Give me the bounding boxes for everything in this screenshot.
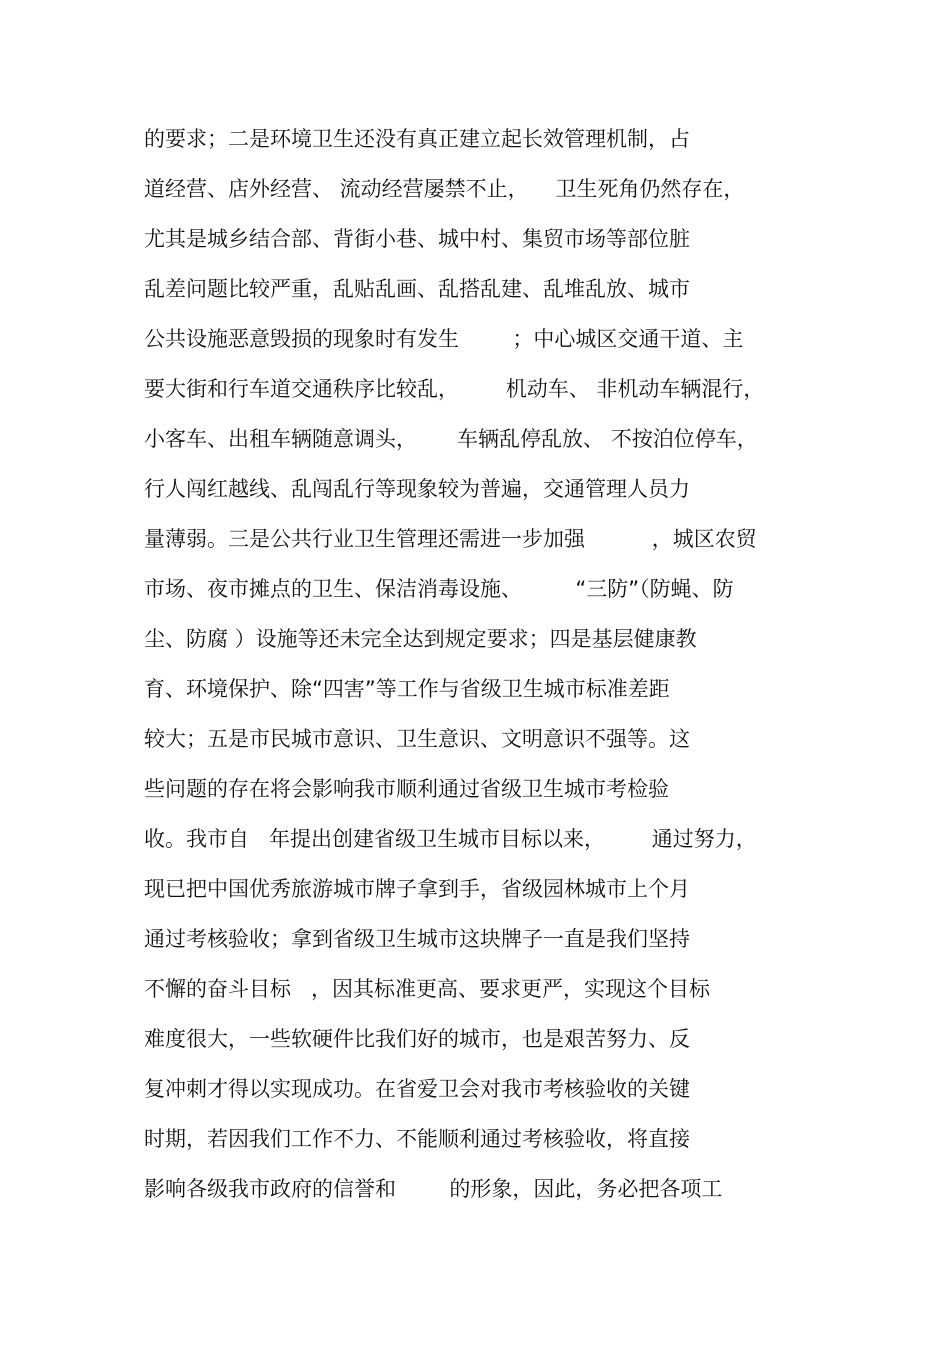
text-line-11: 尘、防腐 ）设施等还未完全达到规定要求；四是基层健康教 [144, 627, 697, 651]
text-line-1: 的要求；二是环境卫生还没有真正建立起长效管理机制，占 [144, 127, 690, 151]
text-line-16: 现已把中国优秀旅游城市牌子拿到手，省级园林城市上个月 [144, 877, 690, 901]
text-line-15: 收。我市自 年提出创建省级卫生城市目标以来， 通过努力， [144, 827, 757, 851]
text-line-8: 行人闯红越线、乱闯乱行等现象较为普遍，交通管理人员力 [144, 477, 690, 501]
text-line-21: 时期，若因我们工作不力、不能顺利通过考核验收，将直接 [144, 1127, 690, 1151]
text-line-6: 要大街和行车道交通秩序比较乱， 机动车、 非机动车辆混行， [144, 377, 765, 401]
text-line-4: 乱差问题比较严重，乱贴乱画、乱搭乱建、乱堆乱放、城市 [144, 277, 690, 301]
text-line-12: 育、环境保护、除“四害”等工作与省级卫生城市标准差距 [144, 677, 670, 701]
text-line-22: 影响各级我市政府的信誉和 的形象，因此，务必把各项工 [144, 1177, 723, 1201]
text-line-9: 量薄弱。三是公共行业卫生管理还需进一步加强 ，城区农贸 [144, 527, 757, 551]
text-line-13: 较大；五是市民城市意识、卫生意识、文明意识不强等。这 [144, 727, 690, 751]
text-line-7: 小客车、出租车辆随意调头， 车辆乱停乱放、 不按泊位停车， [144, 427, 758, 451]
text-line-19: 难度很大，一些软硬件比我们好的城市，也是艰苦努力、反 [144, 1027, 690, 1051]
text-line-20: 复冲刺才得以实现成功。在省爱卫会对我市考核验收的关键 [144, 1077, 690, 1101]
text-line-2: 道经营、店外经营、 流动经营屡禁不止， 卫生死角仍然存在， [144, 177, 745, 201]
text-line-10: 市场、夜市摊点的卫生、保洁消毒设施、 “三防”（防蝇、防 [144, 577, 734, 601]
text-line-14: 些问题的存在将会影响我市顺利通过省级卫生城市考检验 [144, 777, 669, 801]
text-line-17: 通过考核验收；拿到省级卫生城市这块牌子一直是我们坚持 [144, 927, 690, 951]
text-line-18: 不懈的奋斗目标 ，因其标准更高、要求更严，实现这个目标 [144, 977, 711, 1001]
text-line-3: 尤其是城乡结合部、背街小巷、城中村、集贸市场等部位脏 [144, 227, 690, 251]
body-text [144, 121, 824, 1221]
text-line-5: 公共设施恶意毁损的现象时有发生 ；中心城区交通干道、主 [144, 327, 744, 351]
